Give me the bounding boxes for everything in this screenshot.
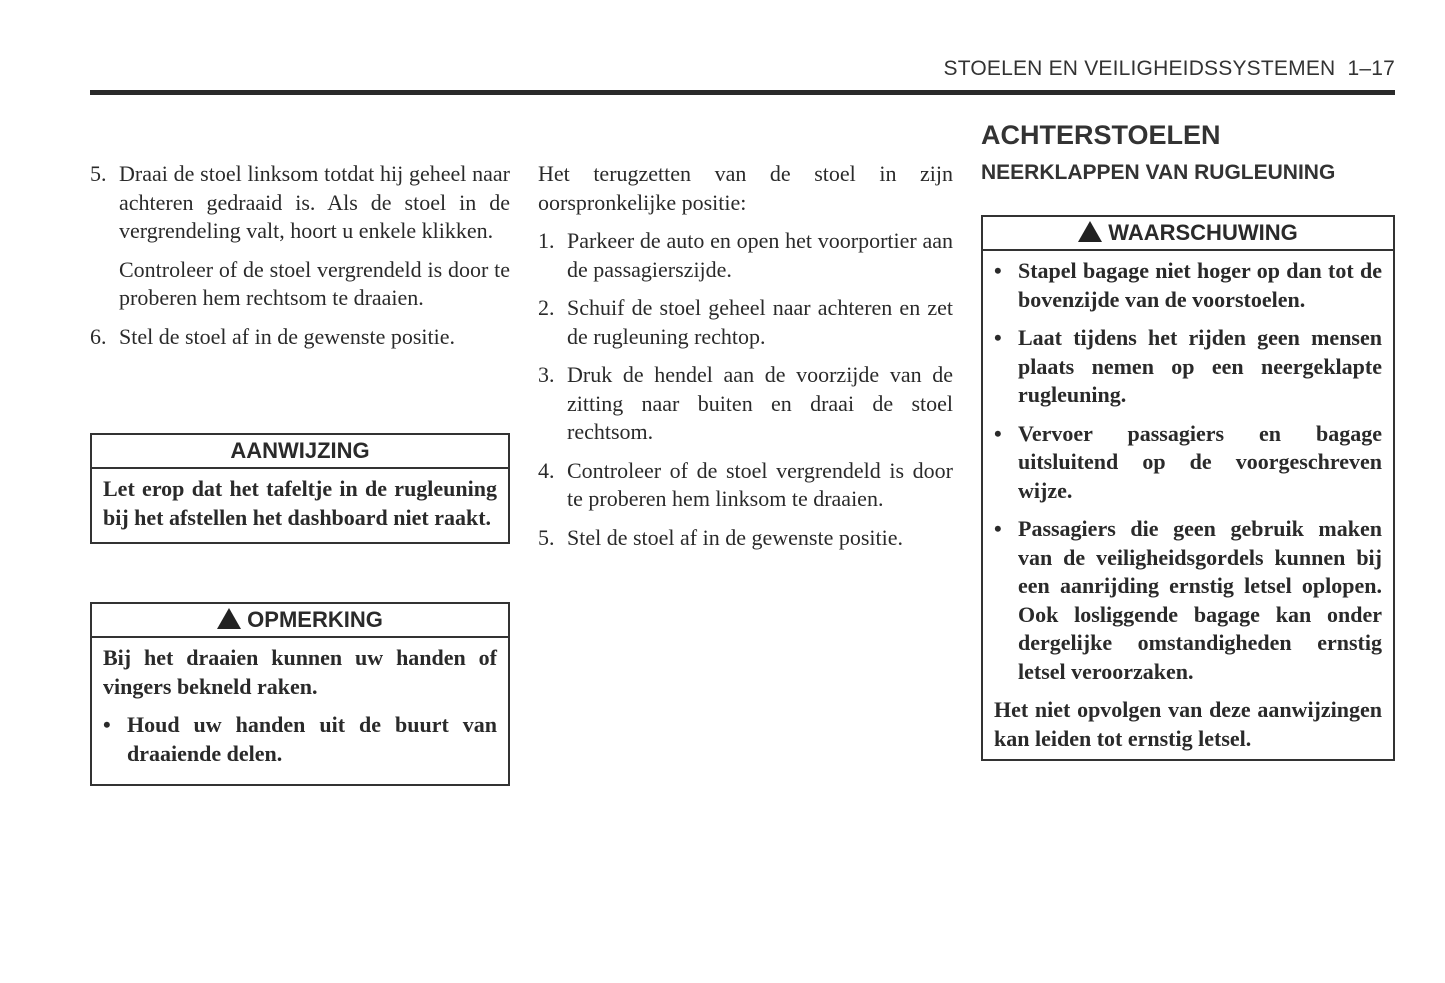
column-1: [90, 160, 510, 766]
item-text: Draai de stoel linksom totdat hij geheel naar achteren gedraaid is. Als de stoel in de vergrendeling valt, hoort u enkele klikken.: [119, 161, 510, 243]
item-number: 3.: [538, 362, 555, 387]
item-number: 5.: [538, 524, 555, 550]
warning-triangle-icon: [217, 608, 241, 629]
bullet-text: Vervoer passagiers en bagage uitsluitend op de voorgeschreven wijze.: [1018, 420, 1382, 503]
bullet-item: • Stapel bagage niet hoger op dan tot de bovenzijde van de voorstoelen.: [994, 257, 1382, 314]
running-header: [944, 57, 1396, 81]
warning-title: WAARSCHUWING: [1108, 220, 1298, 245]
caution-title: OPMERKING: [247, 607, 383, 632]
bullet-text: Houd uw handen uit de buurt van draaiende delen.: [127, 712, 497, 766]
item-text: Druk de hendel aan de voorzijde van de zitting naar buiten en draai de stoel rechtsom.: [567, 362, 953, 444]
item-number: 1.: [538, 228, 555, 253]
list-item: [90, 160, 510, 246]
item-number: 2.: [538, 295, 555, 320]
item-text: Stel de stoel af in de gewenste positie.: [567, 524, 904, 550]
item-text: Controleer of de stoel vergrendeld is door te proberen hem linksom te draaien.: [567, 457, 953, 511]
header-title: STOELEN EN VEILIGHEIDSSYSTEMEN: [943, 57, 1336, 80]
item-number: 6.: [90, 323, 107, 349]
bullet-item: • Passagiers die geen gebruik maken van de veiligheidsgordels kunnen bij een aanrijding ernstig letsel oplopen. Ook losliggende bagage kan onder dergelijke omstandigheden ernstig letsel veroorzaken.: [994, 515, 1382, 686]
list-item: [90, 323, 510, 352]
caution-box: [90, 602, 510, 786]
section-subheading: NEERKLAPPEN VAN RUGLEUNING: [981, 161, 1336, 184]
page-number: 1–17: [1347, 57, 1395, 80]
list-item: [538, 361, 953, 447]
item-number: 5.: [90, 161, 107, 186]
intro-text: Het terugzetten van de stoel in zijn oorspronkelijke positie:: [538, 161, 953, 215]
item-subtext: Controleer of de stoel vergrendeld is door te proberen hem rechtsom te draaien.: [119, 256, 510, 310]
list-item: [538, 524, 953, 553]
warning-box: [981, 215, 1395, 761]
item-text: Stel de stoel af in de gewenste positie.: [119, 323, 456, 349]
note-title: AANWIJZING: [92, 435, 508, 469]
item-text: Schuif de stoel geheel naar achteren en zet de rugleuning rechtop.: [567, 295, 953, 349]
column-2: [538, 160, 953, 562]
item-text: Parkeer de auto en open het voorportier aan de passagierszijde.: [567, 228, 953, 282]
bullet-item: • Vervoer passagiers en bagage uitsluitend op de voorgeschreven wijze.: [994, 420, 1382, 506]
caution-text: Bij het draaien kunnen uw handen of vingers bekneld raken.: [103, 645, 497, 699]
list-item: [538, 294, 953, 351]
bullet-text: Passagiers die geen gebruik maken van de veiligheidsgordels kunnen bij een aanrijding ernstig letsel oplopen. Ook losliggende bagage kan onder dergelijke omstandigheden ernstig letsel veroorzaken.: [1018, 516, 1382, 684]
bullet-item: • Houd uw handen uit de buurt van draaiende delen.: [103, 711, 497, 768]
warning-header: [983, 217, 1393, 251]
list-item: [538, 227, 953, 284]
note-box: [90, 433, 510, 544]
warning-footer: Het niet opvolgen van deze aanwijzingen kan leiden tot ernstig letsel.: [994, 697, 1382, 751]
warning-triangle-icon: [1078, 221, 1102, 242]
caution-header: [92, 604, 508, 638]
section-heading: ACHTERSTOELEN: [981, 120, 1221, 150]
column-3: [981, 120, 1395, 751]
bullet-text: Laat tijdens het rijden geen mensen plaats nemen op een neergeklapte rugleuning.: [1018, 325, 1382, 407]
header-rule: [90, 90, 1395, 95]
list-item: [538, 457, 953, 514]
item-number: 4.: [538, 457, 555, 483]
bullet-item: • Laat tijdens het rijden geen mensen plaats nemen op een neergeklapte rugleuning.: [994, 324, 1382, 410]
bullet-text: Stapel bagage niet hoger op dan tot de bovenzijde van de voorstoelen.: [1018, 258, 1382, 312]
note-text: Let erop dat het tafeltje in de rugleuning bij het afstellen het dashboard niet raakt.: [103, 476, 497, 530]
